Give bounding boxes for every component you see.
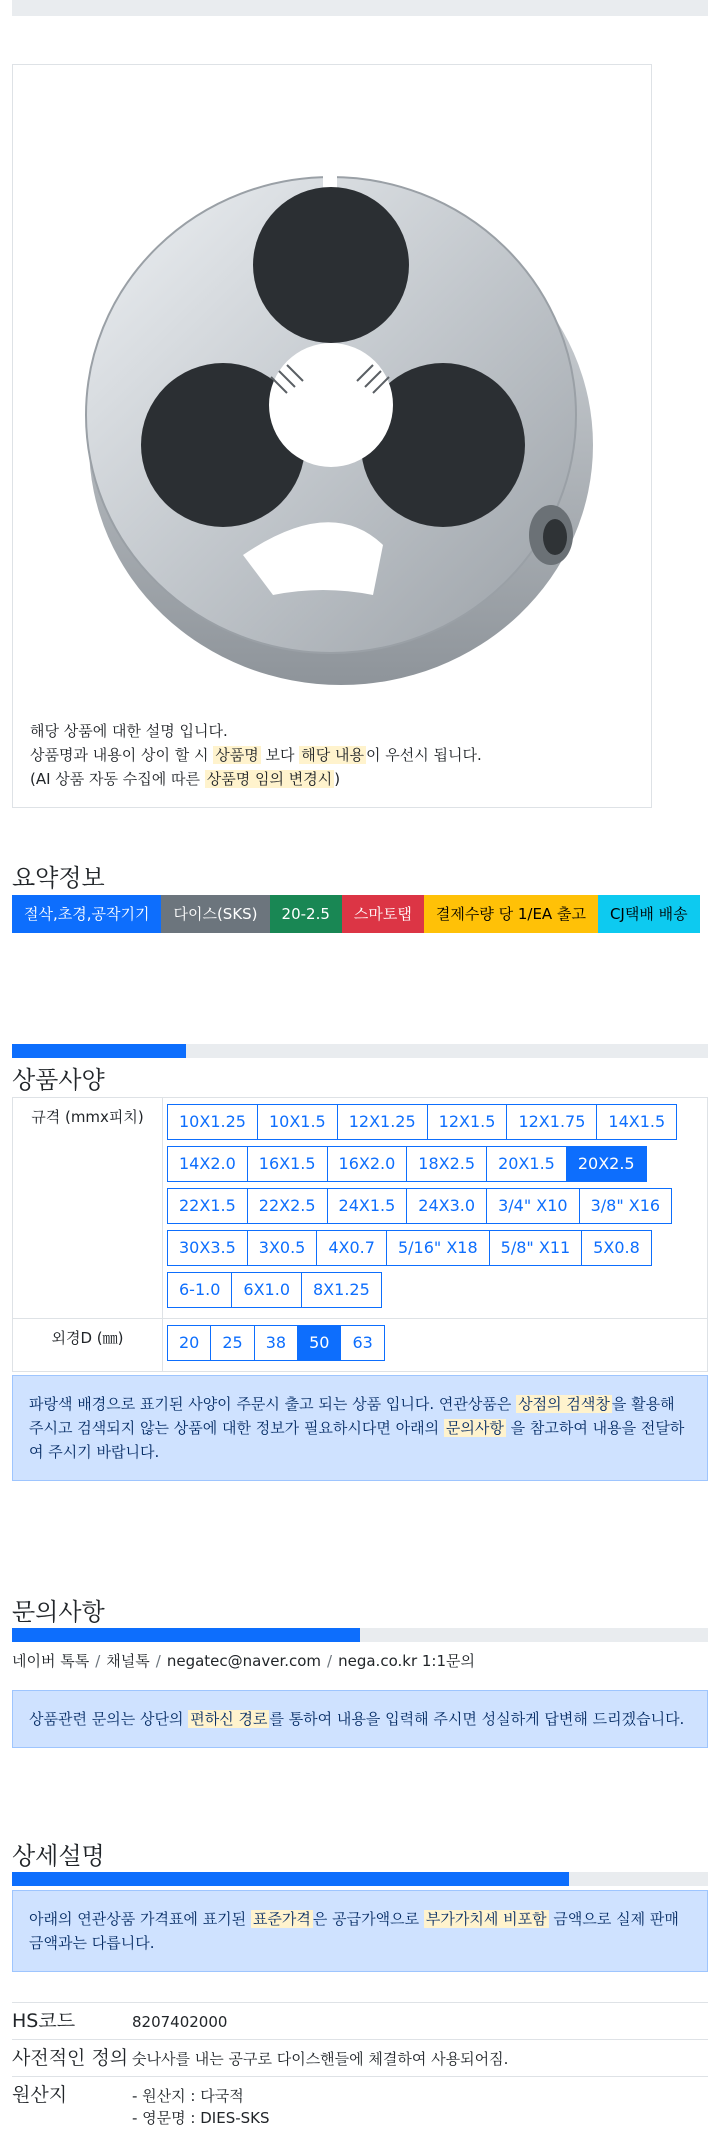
origin-country: - 원산지 : 다국적 — [132, 2087, 244, 2105]
option-row — [167, 1104, 703, 1146]
separator: / — [95, 1652, 101, 1670]
info-row-origin — [12, 2076, 708, 2135]
notice-text: 파랑색 배경으로 표기된 사양이 주문시 출고 되는 상품 입니다. 연관상품은 — [29, 1395, 517, 1413]
separator: / — [327, 1652, 333, 1670]
spec-option-button[interactable]: 25 — [210, 1325, 254, 1361]
spec-option-button[interactable]: 5/8" X11 — [489, 1230, 583, 1266]
contact-channels — [12, 1650, 475, 1671]
origin-label: 원산지 — [12, 2084, 68, 2106]
inquiry-progress-fill — [12, 1628, 360, 1642]
spec-option-button[interactable]: 3/8" X16 — [579, 1188, 673, 1224]
spec-option-button[interactable]: 12X1.5 — [427, 1104, 508, 1140]
od-options — [163, 1319, 707, 1371]
spec-progress — [12, 1044, 708, 1058]
origin-english-name: - 영문명 : DIES-SKS — [132, 2109, 270, 2127]
inquiry-title: 문의사항 — [12, 1598, 105, 1626]
spec-row-size — [13, 1098, 707, 1319]
spec-option-button[interactable]: 14X2.0 — [167, 1146, 248, 1182]
spec-option-button[interactable]: 14X1.5 — [596, 1104, 677, 1140]
badge-shipping-qty: 결제수량 당 1/EA 출고 — [424, 895, 598, 933]
detail-notice — [12, 1890, 708, 1972]
origin-value — [132, 2083, 708, 2129]
highlight-inquiry: 문의사항 — [445, 1419, 504, 1437]
spec-option-button[interactable]: 12X1.75 — [506, 1104, 597, 1140]
product-card — [12, 64, 652, 808]
spec-option-button[interactable]: 12X1.25 — [337, 1104, 428, 1140]
channel-naver-talk[interactable]: 네이버 톡톡 — [12, 1652, 90, 1670]
spec-option-button[interactable]: 38 — [254, 1325, 298, 1361]
option-row — [167, 1188, 703, 1230]
description-line-1: 해당 상품에 대한 설명 입니다. — [30, 722, 228, 740]
badge-brand: 스마토탭 — [342, 895, 424, 933]
info-row-definition — [12, 2039, 708, 2076]
highlight-content: 해당 내용 — [301, 746, 364, 764]
spec-option-button[interactable]: 8X1.25 — [301, 1272, 382, 1308]
spec-option-button[interactable]: 24X3.0 — [406, 1188, 487, 1224]
spec-option-button[interactable]: 24X1.5 — [327, 1188, 408, 1224]
spec-option-button[interactable]: 6-1.0 — [167, 1272, 232, 1308]
separator: / — [155, 1652, 161, 1670]
description-line-3 — [30, 767, 630, 791]
spec-table — [12, 1097, 708, 1372]
highlight-name-change: 상품명 임의 변경시 — [206, 770, 333, 788]
product-image — [73, 115, 593, 715]
summary-badges — [12, 895, 708, 933]
description-text: (AI 상품 자동 수집에 따른 — [30, 770, 205, 788]
summary-title: 요약정보 — [12, 864, 105, 892]
spec-notice — [12, 1375, 708, 1481]
spec-title: 상품사양 — [12, 1066, 105, 1094]
info-table — [12, 2002, 708, 2135]
spec-option-button[interactable]: 5/16" X18 — [386, 1230, 490, 1266]
spec-row-od — [13, 1319, 707, 1371]
highlight-product-name: 상품명 — [215, 746, 259, 764]
option-row — [167, 1146, 703, 1188]
spec-option-button[interactable]: 30X3.5 — [167, 1230, 248, 1266]
badge-delivery: CJ택배 배송 — [598, 895, 700, 933]
hs-code-value: 8207402000 — [132, 2013, 228, 2031]
notice-text: 은 공급가액으로 — [312, 1910, 424, 1928]
option-row — [167, 1325, 703, 1367]
channel-website[interactable]: nega.co.kr 1:1문의 — [338, 1652, 475, 1670]
spec-option-button[interactable]: 6X1.0 — [231, 1272, 302, 1308]
description-text: 상품명과 내용이 상이 할 시 — [30, 746, 214, 764]
spec-progress-fill — [12, 1044, 186, 1058]
spec-option-button[interactable]: 5X0.8 — [581, 1230, 652, 1266]
size-label: 규격 (mmx피치) — [13, 1098, 163, 1318]
highlight-vat-excluded: 부가가치세 비포함 — [425, 1910, 547, 1928]
spec-option-button[interactable]: 3/4" X10 — [486, 1188, 580, 1224]
spec-option-button[interactable]: 3X0.5 — [247, 1230, 318, 1266]
description-text: ) — [334, 770, 341, 788]
spec-option-button[interactable]: 16X2.0 — [327, 1146, 408, 1182]
notice-text: 을 참고하여 내용을 전달하여 주시기 바랍니다. — [29, 1419, 685, 1461]
spec-option-button[interactable]: 20 — [167, 1325, 211, 1361]
top-bar — [12, 0, 708, 16]
info-row-hs — [12, 2002, 708, 2039]
highlight-convenient-route: 편하신 경로 — [190, 1710, 268, 1728]
detail-progress-fill — [12, 1872, 569, 1886]
notice-text: 을 활용해 주시고 검색되지 않는 상품에 대한 정보가 필요하시다면 아래의 — [29, 1395, 675, 1437]
badge-spec: 20-2.5 — [270, 895, 342, 933]
spec-option-button[interactable]: 10X1.25 — [167, 1104, 258, 1140]
spec-option-button[interactable]: 20X1.5 — [486, 1146, 567, 1182]
notice-text: 금액으로 실제 판매금액과는 다릅니다. — [29, 1910, 679, 1952]
option-row — [167, 1272, 703, 1314]
definition-value: 숫나사를 내는 공구로 다이스핸들에 체결하여 사용되어짐. — [132, 2050, 509, 2068]
channel-channeltalk[interactable]: 채널톡 — [106, 1652, 150, 1670]
spec-option-button[interactable]: 16X1.5 — [247, 1146, 328, 1182]
product-description — [30, 719, 630, 791]
notice-text: 상품관련 문의는 상단의 — [29, 1710, 189, 1728]
description-line-2 — [30, 743, 630, 767]
description-text: 이 우선시 됩니다. — [365, 746, 482, 764]
channel-email[interactable]: negatec@naver.com — [166, 1652, 322, 1670]
inquiry-progress — [12, 1628, 708, 1642]
spec-option-button[interactable]: 63 — [340, 1325, 384, 1361]
spec-option-button[interactable]: 22X2.5 — [247, 1188, 328, 1224]
size-options — [163, 1098, 707, 1318]
option-row — [167, 1230, 703, 1272]
badge-product-type: 다이스(SKS) — [161, 895, 269, 933]
spec-option-button[interactable]: 18X2.5 — [406, 1146, 487, 1182]
spec-option-button[interactable]: 20X2.5 — [566, 1146, 647, 1182]
badge-category: 절삭,초경,공작기기 — [12, 895, 161, 933]
detail-title: 상세설명 — [12, 1842, 105, 1870]
detail-progress — [12, 1872, 708, 1886]
description-text: 보다 — [260, 746, 300, 764]
definition-label: 사전적인 정의 — [12, 2047, 129, 2069]
hs-code-label: HS코드 — [12, 2010, 76, 2032]
spec-option-button[interactable]: 22X1.5 — [167, 1188, 248, 1224]
notice-text: 아래의 연관상품 가격표에 표기된 — [29, 1910, 251, 1928]
notice-text: 를 통하여 내용을 입력해 주시면 성실하게 답변해 드리겠습니다. — [269, 1710, 685, 1728]
inquiry-notice — [12, 1690, 708, 1748]
highlight-store-search: 상점의 검색창 — [518, 1395, 610, 1413]
spec-option-button[interactable]: 10X1.5 — [257, 1104, 338, 1140]
spec-option-button[interactable]: 50 — [297, 1325, 341, 1361]
highlight-standard-price: 표준가격 — [252, 1910, 311, 1928]
spec-option-button[interactable]: 4X0.7 — [316, 1230, 387, 1266]
od-label: 외경D (㎜) — [13, 1319, 163, 1371]
